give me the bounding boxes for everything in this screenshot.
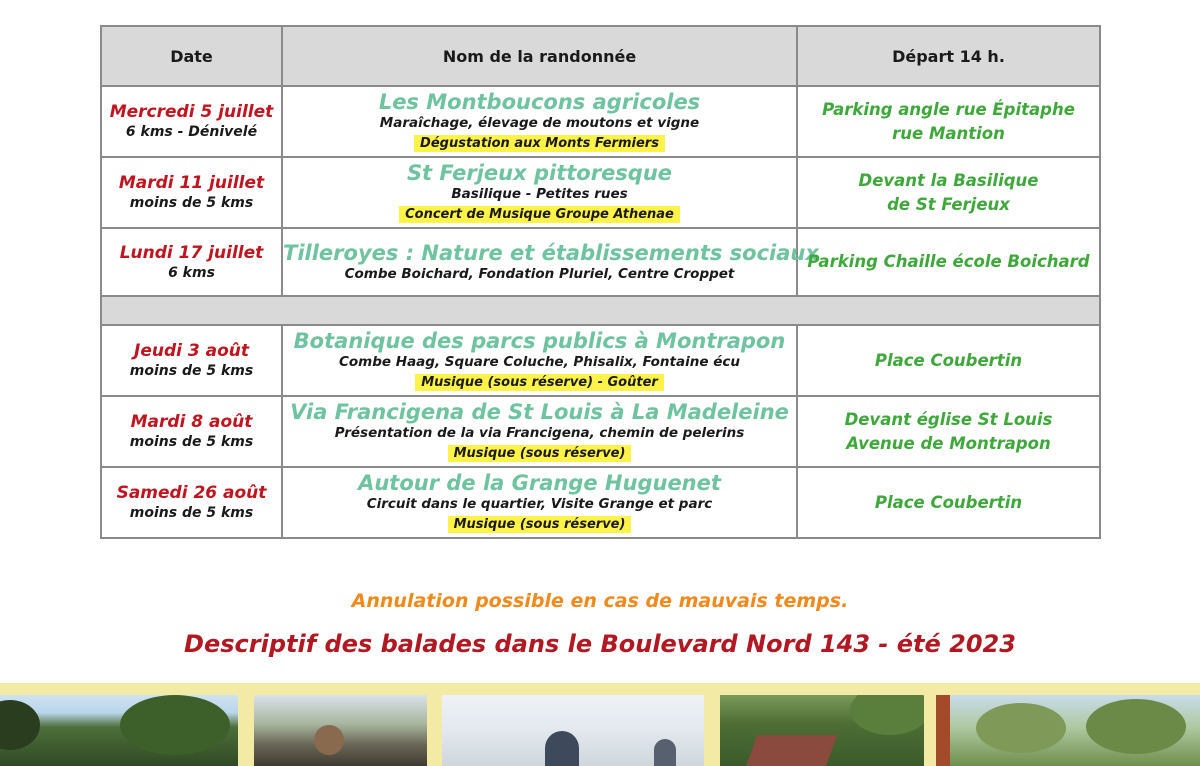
departure-cell <box>797 228 1100 296</box>
table-header-row <box>101 26 1100 86</box>
departure-cell <box>797 325 1100 396</box>
departure-cell <box>797 157 1100 228</box>
departure-cell <box>797 86 1100 157</box>
departure-line: Devant la Basilique <box>858 170 1039 190</box>
hike-title: Via Francigena de St Louis à La Madeleine <box>290 400 789 424</box>
distance-label: 6 kms <box>168 264 215 281</box>
photo-grange-park <box>936 695 1200 766</box>
departure-line: Parking angle rue Épitaphe <box>822 99 1075 119</box>
hike-description: Combe Haag, Square Coluche, Phisalix, Fontaine écu <box>339 354 740 370</box>
table-row <box>101 467 1100 538</box>
hike-highlight: Concert de Musique Groupe Athenae <box>399 206 680 223</box>
hike-title: Les Montboucons agricoles <box>378 90 701 114</box>
date-label: Samedi 26 août <box>116 483 267 503</box>
date-cell <box>101 228 282 296</box>
weather-notice: Annulation possible en cas de mauvais temps. <box>351 590 849 612</box>
hike-title: Botanique des parcs publics à Montrapon <box>293 329 786 353</box>
date-label: Mardi 11 juillet <box>118 173 265 193</box>
hike-highlight: Musique (sous réserve) <box>448 516 632 533</box>
table-row <box>101 396 1100 467</box>
footer-title: Descriptif des balades dans le Boulevard Nord 143 - été 2023 <box>184 630 1016 658</box>
departure-line: Place Coubertin <box>874 492 1023 512</box>
departure-line: de St Ferjeux <box>887 194 1010 214</box>
departure-line: rue Mantion <box>892 123 1005 143</box>
date-label: Lundi 17 juillet <box>119 242 264 263</box>
date-label: Mercredi 5 juillet <box>109 102 274 122</box>
date-label: Mardi 8 août <box>130 412 253 432</box>
departure-line: Devant église St Louis <box>844 409 1053 429</box>
date-cell <box>101 467 282 538</box>
hike-cell <box>282 396 797 467</box>
hike-highlight: Dégustation aux Monts Fermiers <box>414 135 665 152</box>
date-cell <box>101 86 282 157</box>
header-hike-name: Nom de la randonnée <box>282 26 797 86</box>
hike-cell <box>282 157 797 228</box>
hike-description: Combe Boichard, Fondation Pluriel, Centre Croppet <box>344 265 735 282</box>
header-date: Date <box>101 26 282 86</box>
table-row <box>101 228 1100 296</box>
table-row <box>101 86 1100 157</box>
hike-title: Tilleroyes : Nature et établissements sociaux <box>283 240 819 265</box>
hike-description: Maraîchage, élevage de moutons et vigne <box>379 115 700 131</box>
header-departure: Départ 14 h. <box>797 26 1100 86</box>
distance-label: moins de 5 kms <box>129 505 254 521</box>
departure-cell <box>797 396 1100 467</box>
distance-label: 6 kms - Dénivelé <box>125 124 258 140</box>
date-label: Jeudi 3 août <box>134 341 249 361</box>
date-cell <box>101 157 282 228</box>
hike-cell <box>282 228 819 296</box>
date-cell <box>101 396 282 467</box>
photo-hikers <box>254 695 427 766</box>
hike-title: St Ferjeux pittoresque <box>406 161 673 185</box>
hike-cell <box>282 86 797 157</box>
distance-label: moins de 5 kms <box>129 195 254 211</box>
table-row <box>101 325 1100 396</box>
hike-highlight: Musique (sous réserve) - Goûter <box>415 374 664 391</box>
hike-description: Présentation de la via Francigena, chemin de pelerins <box>334 425 745 441</box>
hike-highlight: Musique (sous réserve) <box>448 445 632 462</box>
distance-label: moins de 5 kms <box>129 434 254 450</box>
hike-cell <box>282 325 797 396</box>
distance-label: moins de 5 kms <box>129 363 254 379</box>
hike-cell <box>282 467 797 538</box>
departure-line: Place Coubertin <box>874 350 1023 370</box>
table-row <box>101 157 1100 228</box>
hike-description: Circuit dans le quartier, Visite Grange et parc <box>366 496 713 512</box>
schedule-table <box>100 25 1101 539</box>
month-separator-row <box>101 296 1100 325</box>
hike-title: Autour de la Grange Huguenet <box>358 471 721 495</box>
departure-line: Parking Chaille école Boichard <box>807 252 1090 271</box>
month-separator <box>101 296 1100 325</box>
photo-basilica <box>442 695 704 766</box>
photo-aerial-buildings <box>720 695 924 766</box>
date-cell <box>101 325 282 396</box>
departure-cell <box>797 467 1100 538</box>
departure-line: Avenue de Montrapon <box>846 433 1051 453</box>
photo-park-trees <box>0 695 238 766</box>
hike-description: Basilique - Petites rues <box>451 186 628 202</box>
